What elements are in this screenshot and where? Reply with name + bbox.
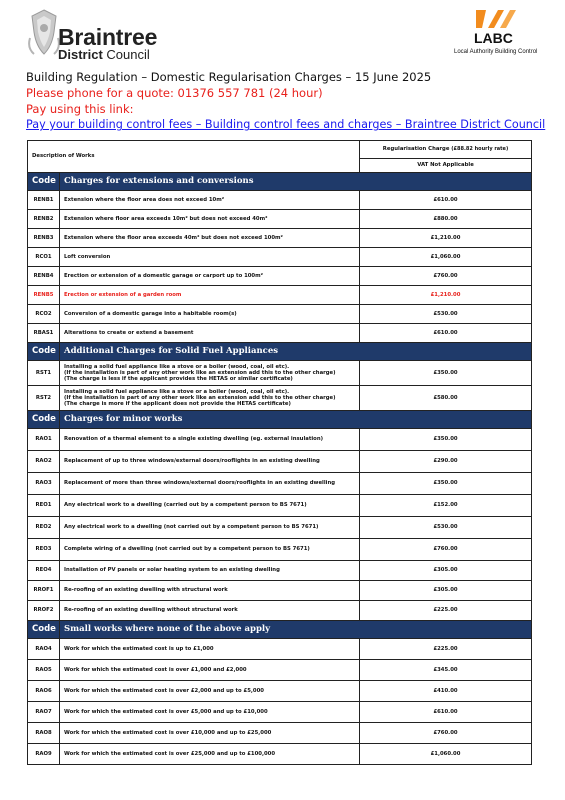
work-code: RROF1 [28,581,60,601]
table-row [28,229,532,248]
work-description: Erection or extension of a garden room [60,286,360,305]
charge-amount: £760.00 [360,539,532,561]
charge-amount: £760.00 [360,723,532,744]
charges-table [27,140,532,765]
table-row [28,581,532,601]
charge-amount: £350.00 [360,361,532,386]
work-code: RAO7 [28,702,60,723]
table-row [28,495,532,517]
table-row [28,361,532,386]
table-row [28,267,532,286]
table-row [28,539,532,561]
table-row [28,305,532,324]
work-code: RAO1 [28,429,60,451]
work-description: Extension where the floor area does not exceed 10m² [60,191,360,210]
section-header-minor-works [28,411,532,429]
work-description: Work for which the estimated cost is over £1,000 and £2,000 [60,660,360,681]
table-row [28,681,532,702]
labc-logo-text: LABC [474,30,513,46]
work-description: Work for which the estimated cost is up to £1,000 [60,639,360,660]
intro-block [26,70,565,133]
work-code: RCO2 [28,305,60,324]
work-description: Re-roofing of an existing dwelling with structural work [60,581,360,601]
work-code: RAO5 [28,660,60,681]
table-row [28,601,532,621]
charge-amount: £350.00 [360,429,532,451]
charge-amount: £530.00 [360,517,532,539]
charge-amount: £610.00 [360,324,532,343]
table-row-highlighted [28,286,532,305]
work-description: Alterations to create or extend a basement [60,324,360,343]
table-row [28,561,532,581]
description-header: Description of Works [28,141,360,173]
charge-amount: £305.00 [360,561,532,581]
phone-quote: Please phone for a quote: 01376 557 781 (24 hour) [26,85,323,100]
work-code: REO2 [28,517,60,539]
work-code: RCO1 [28,248,60,267]
table-row [28,210,532,229]
work-code: RENB2 [28,210,60,229]
page-header [0,0,565,70]
council-name: Braintree [58,24,158,50]
work-code: RENB5 [28,286,60,305]
section-header-extensions [28,173,532,191]
work-code: RAO6 [28,681,60,702]
charge-amount: £152.00 [360,495,532,517]
work-description: Complete wiring of a dwelling (not carried out by a competent person to BS 7671) [60,539,360,561]
table-row [28,451,532,473]
charge-header: Regularisation Charge (£88.82 hourly rate) [360,141,532,159]
work-code: RENB3 [28,229,60,248]
table-row [28,386,532,411]
work-code: RAO4 [28,639,60,660]
vat-note: VAT Not Applicable [360,159,532,173]
charge-amount: £610.00 [360,702,532,723]
charge-amount: £225.00 [360,639,532,660]
work-code: RAO8 [28,723,60,744]
charge-amount: £225.00 [360,601,532,621]
table-row [28,429,532,451]
charge-amount: £530.00 [360,305,532,324]
work-code: RROF2 [28,601,60,621]
work-description: Replacement of up to three windows/external doors/rooflights in an existing dwelling [60,451,360,473]
work-description: Any electrical work to a dwelling (not carried out by a competent person to BS 7671) [60,517,360,539]
work-code: RAO2 [28,451,60,473]
work-description: Any electrical work to a dwelling (carried out by a competent person to BS 7671) [60,495,360,517]
work-description: Conversion of a domestic garage into a habitable room(s) [60,305,360,324]
section-title: Small works where none of the above apply [60,621,532,639]
work-code: RENB4 [28,267,60,286]
charge-amount: £350.00 [360,473,532,495]
pay-fees-link[interactable]: Pay your building control fees – Building control fees and charges – Braintree District Council [26,118,546,132]
charge-amount: £1,210.00 [360,229,532,248]
charge-amount: £410.00 [360,681,532,702]
work-description: Work for which the estimated cost is over £2,000 and up to £5,000 [60,681,360,702]
charge-amount: £290.00 [360,451,532,473]
work-description: Renovation of a thermal element to a single existing dwelling (eg. external insulation) [60,429,360,451]
work-description: Work for which the estimated cost is over £25,000 and up to £100,000 [60,744,360,765]
charge-amount: £1,210.00 [360,286,532,305]
work-code: RENB1 [28,191,60,210]
council-crest-icon [26,8,62,58]
table-row [28,639,532,660]
charge-amount: £760.00 [360,267,532,286]
work-description: Work for which the estimated cost is over £10,000 and up to £25,000 [60,723,360,744]
charge-amount: £610.00 [360,191,532,210]
work-code: RBAS1 [28,324,60,343]
code-header: Code [28,343,60,361]
code-header: Code [28,621,60,639]
work-description: Extension where the floor area exceeds 40m² but does not exceed 100m² [60,229,360,248]
work-description: Erection or extension of a domestic garage or carport up to 100m² [60,267,360,286]
labc-tagline: Local Authority Building Control [454,49,538,55]
work-description: Installing a solid fuel appliance like a stove or a boiler (wood, coal, oil etc). (If the installation is part of any other work like an extension add this to the other charge) (The charge is more if the applicant does not provide the HETAS certificate) [60,386,360,411]
document-title: Building Regulation – Domestic Regularisation Charges – 15 June 2025 [26,70,432,84]
table-row [28,324,532,343]
work-description: Re-roofing of an existing dwelling without structural work [60,601,360,621]
section-header-solid-fuel [28,343,532,361]
table-row [28,702,532,723]
work-code: RAO9 [28,744,60,765]
work-code: RST1 [28,361,60,386]
charge-amount: £305.00 [360,581,532,601]
work-code: RAO3 [28,473,60,495]
table-row [28,473,532,495]
charge-amount: £580.00 [360,386,532,411]
work-description: Loft conversion [60,248,360,267]
work-description: Replacement of more than three windows/external doors/rooflights in an existing dwelling [60,473,360,495]
section-title: Additional Charges for Solid Fuel Appliances [60,343,532,361]
table-row [28,191,532,210]
work-description: Work for which the estimated cost is over £5,000 and up to £10,000 [60,702,360,723]
labc-logo-icon [474,8,518,30]
section-title: Charges for extensions and conversions [60,173,532,191]
charge-amount: £345.00 [360,660,532,681]
work-code: REO3 [28,539,60,561]
work-code: RST2 [28,386,60,411]
pay-instruction: Pay using this link: [26,101,134,116]
section-header-small-works [28,621,532,639]
table-row [28,248,532,267]
work-description: Installing a solid fuel appliance like a stove or a boiler (wood, coal, oil etc). (If the installation is part of any other work like an extension add this to the other charge) (The charge is less if the applicant provides the HETAS or similar certificate) [60,361,360,386]
code-header: Code [28,411,60,429]
work-code: REO1 [28,495,60,517]
work-code: REO4 [28,561,60,581]
council-subtitle: District Council [58,47,150,62]
work-description: Installation of PV panels or solar heating system to an existing dwelling [60,561,360,581]
code-header: Code [28,173,60,191]
table-row [28,517,532,539]
charge-amount: £880.00 [360,210,532,229]
table-row [28,723,532,744]
table-header-row [28,141,532,159]
section-title: Charges for minor works [60,411,532,429]
charge-amount: £1,060.00 [360,248,532,267]
charge-amount: £1,060.00 [360,744,532,765]
table-row [28,660,532,681]
work-description: Extension where floor area exceeds 10m² but does not exceed 40m² [60,210,360,229]
table-row [28,744,532,765]
